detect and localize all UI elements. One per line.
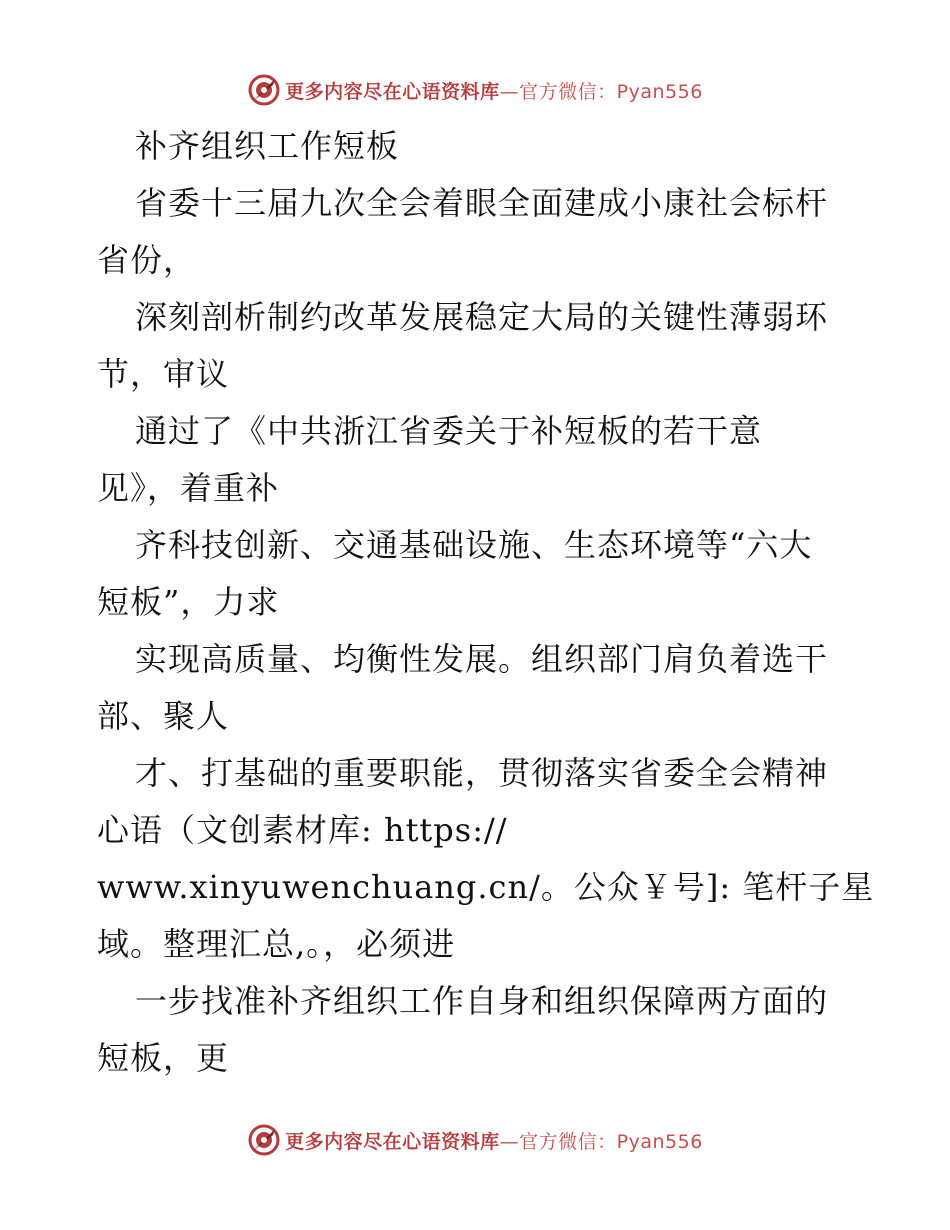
text-line: 省份， <box>97 241 197 279</box>
footer-banner-main: 更多内容尽在心语资料库 <box>285 1130 500 1153</box>
text-line: 节，审议 <box>97 355 230 393</box>
text-line: www.xinyuwenchuang.cn/。公众￥号]: 笔杆子星 <box>97 868 875 906</box>
text-line: 一步找准补齐组织工作自身和组织保障两方面的 <box>135 982 829 1020</box>
text-line: 心语（文创素材库: https:// <box>97 811 508 849</box>
header-banner <box>0 70 950 110</box>
text-line: 见》，着重补 <box>97 469 280 507</box>
pen-logo-icon <box>247 73 281 107</box>
text-line: 通过了《中共浙江省委关于补短板的若干意 <box>135 412 763 450</box>
header-banner-main: 更多内容尽在心语资料库 <box>285 80 500 103</box>
text-line: 才、打基础的重要职能，贯彻落实省委全会精神 <box>135 754 829 792</box>
text-line: 部、聚人 <box>97 697 230 735</box>
document-body <box>97 118 875 1087</box>
header-banner-sub: —官方微信：Pyan556 <box>499 80 703 103</box>
text-line: 短板，更 <box>97 1039 230 1077</box>
text-line: 实现高质量、均衡性发展。组织部门肩负着选干 <box>135 640 829 678</box>
text-line: 省委十三届九次全会着眼全面建成小康社会标杆 <box>135 184 829 222</box>
footer-banner-text <box>285 1127 703 1154</box>
text-line: 短板”，力求 <box>97 583 280 621</box>
text-line: 齐科技创新、交通基础设施、生态环境等“六大 <box>135 526 813 564</box>
text-line: 域。整理汇总,。，必须进 <box>97 925 456 963</box>
footer-banner <box>0 1120 950 1160</box>
document-title: 补齐组织工作短板 <box>135 127 400 165</box>
header-banner-text <box>285 77 703 104</box>
text-line: 深刻剖析制约改革发展稳定大局的关键性薄弱环 <box>135 298 829 336</box>
pen-logo-icon <box>247 1123 281 1157</box>
footer-banner-sub: —官方微信：Pyan556 <box>499 1130 703 1153</box>
